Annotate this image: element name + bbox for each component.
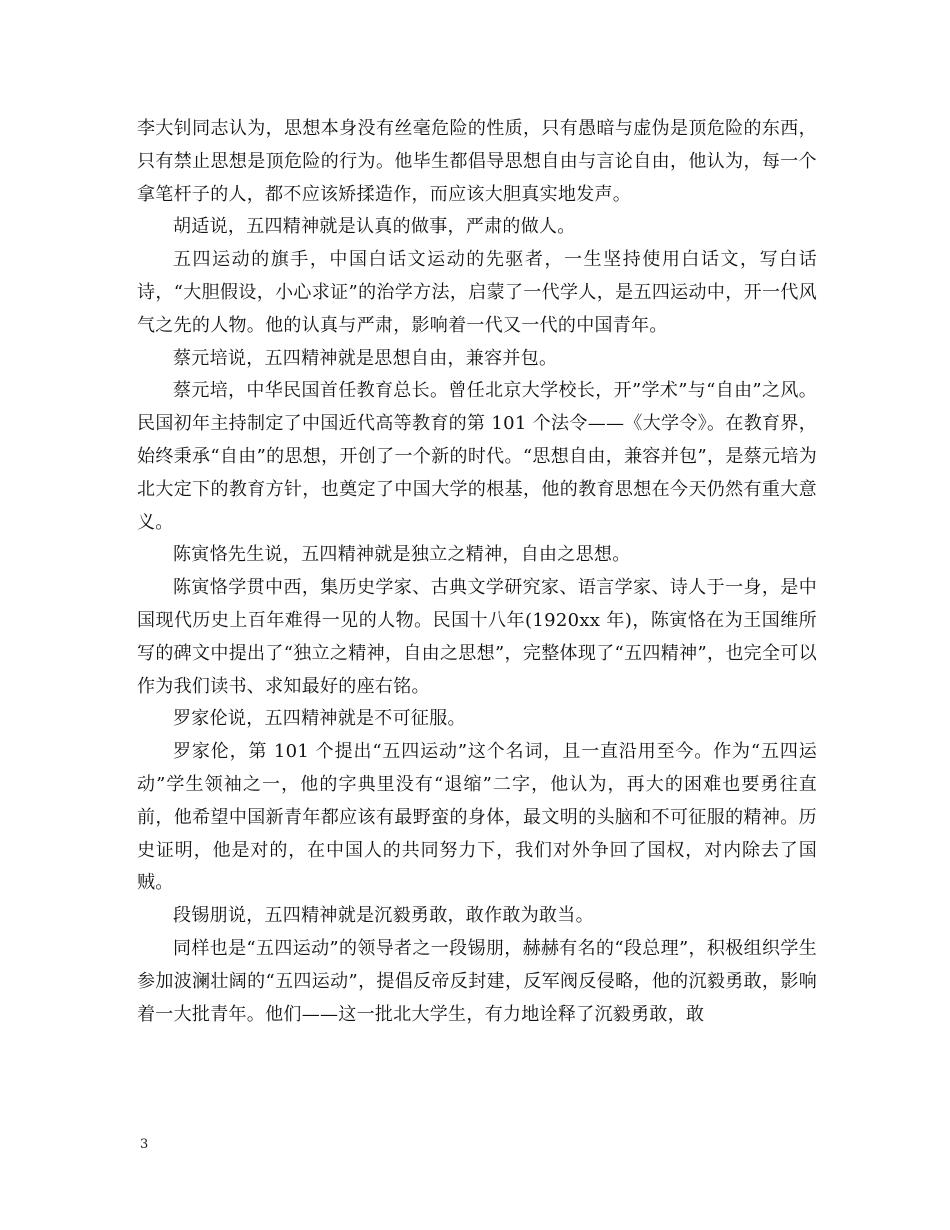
paragraph-2: 胡适说，五四精神就是认真的做事，严肃的做人。: [173, 216, 576, 238]
paragraph-8: 罗家伦说，五四精神就是不可征服。: [173, 708, 466, 730]
paragraph-5: 蔡元培，中华民国首任教育总长。曾任北京大学校长，开”学术”与“自由”之风。民国初年主持制定了中国近代高等教育的第 101 个法令——《大学令》。在教育界，始终秉承“自由”的思想，开创了一个新的时代。“思想自由，兼容并包”，是蔡元培为北大定下的教育方针，也奠定了中国大学的根基，他的教育思想在今天仍然有重大意义。: [137, 380, 817, 533]
paragraph-9: 罗家伦，第 101 个提出“五四运动”这个名词，且一直沿用至今。作为“五四运动”学生领袖之一，他的字典里没有“退缩”二字，他认为，再大的困难也要勇往直前，他希望中国新青年都应该有最野蛮的身体，最文明的头脑和不可征服的精神。历史证明，他是对的，在中国人的共同努力下，我们对外争回了国权，对内除去了国贼。: [137, 741, 817, 894]
paragraph-11: 同样也是“五四运动”的领导者之一段锡朋，赫赫有名的“段总理”，积极组织学生参加波澜壮阔的“五四运动”，提倡反帝反封建，反军阀反侵略，他的沉毅勇敢，影响着一大批青年。他们——这一批北大学生，有力地诠释了沉毅勇敢，敢: [137, 937, 817, 1025]
paragraph-7: 陈寅恪学贯中西，集历史学家、古典文学研究家、语言学家、诗人于一身，是中国现代历史上百年难得一见的人物。民国十八年(1920xx 年)，陈寅恪在为王国维所写的碑文中提出了“独立之精神，自由之思想”，完整体现了“五四精神”，也完全可以作为我们读书、求知最好的座右铭。: [137, 577, 817, 697]
paragraph-1: 李大钊同志认为，思想本身没有丝毫危险的性质，只有愚暗与虚伪是顶危险的东西，只有禁止思想是顶危险的行为。他毕生都倡导思想自由与言论自由，他认为，每一个拿笔杆子的人，都不应该矫揉造作，而应该大胆真实地发声。: [137, 118, 817, 205]
paragraph-3: 五四运动的旗手，中国白话文运动的先驱者，一生坚持使用白话文，写白话诗，“大胆假设，小心求证”的治学方法，启蒙了一代学人，是五四运动中，开一代风气之先的人物。他的认真与严肃，影响着一代又一代的中国青年。: [137, 249, 817, 336]
paragraph-6: 陈寅恪先生说，五四精神就是独立之精神，自由之思想。: [173, 544, 631, 566]
page-number: 3: [140, 1137, 149, 1152]
paragraph-4: 蔡元培说，五四精神就是思想自由，兼容并包。: [173, 347, 558, 369]
paragraph-10: 段锡朋说，五四精神就是沉毅勇敢，敢作敢为敢当。: [173, 905, 594, 927]
document-body: [137, 113, 817, 1031]
